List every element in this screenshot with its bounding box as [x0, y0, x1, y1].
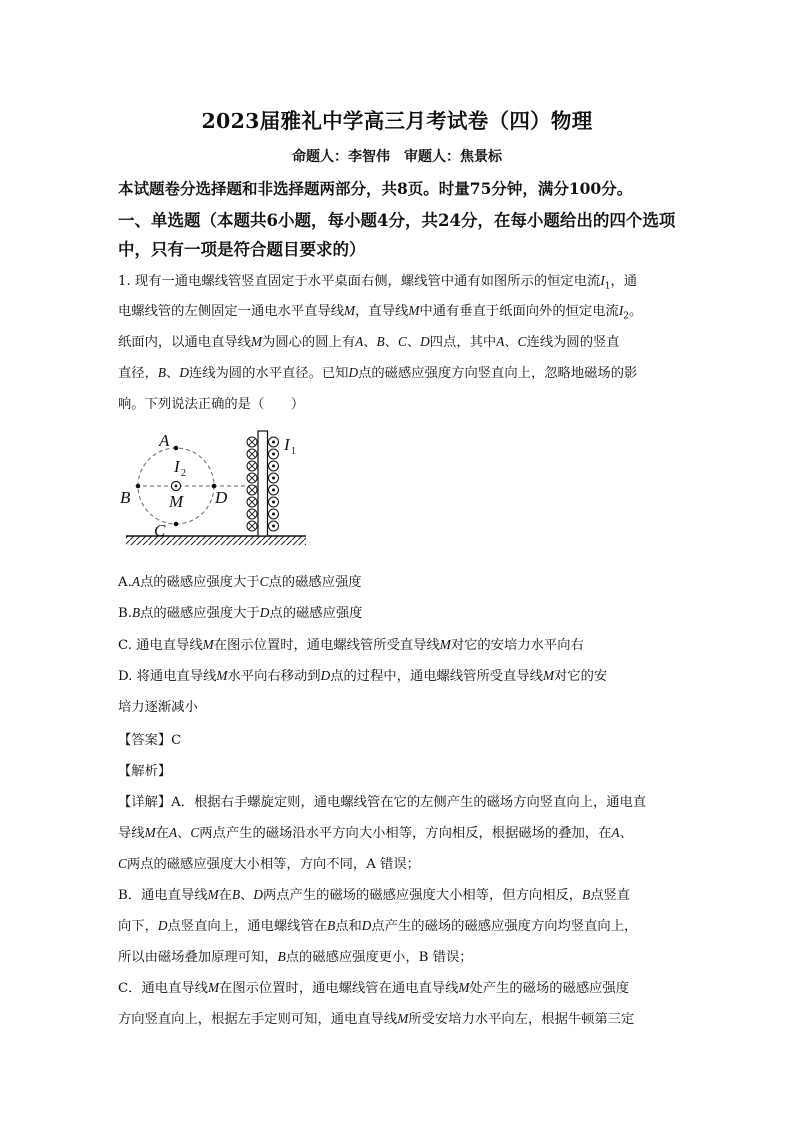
- var-D: D: [179, 365, 189, 380]
- option-B: [118, 602, 362, 621]
- question-text: ，直导线: [355, 304, 409, 319]
- explanation-text: 在图示位置时，通电螺线管在通电直导线: [219, 981, 459, 996]
- separator: 、: [177, 826, 191, 841]
- question-text: 电螺线管的左侧固定一通电水平直导线: [118, 304, 345, 319]
- table-surface-hatch: [126, 536, 306, 545]
- dot-symbol: [269, 461, 279, 471]
- separator: 、: [166, 366, 180, 381]
- figure-label-M: M: [169, 492, 184, 511]
- figure-label-C: C: [154, 521, 166, 540]
- option-text: 水平向右移动到: [227, 669, 321, 684]
- figure-label-D: D: [215, 488, 228, 507]
- question-text: ，通: [610, 274, 638, 289]
- var-M: M: [207, 887, 219, 902]
- var-M: M: [250, 334, 263, 349]
- var-I: I: [618, 303, 624, 318]
- option-C: [118, 634, 584, 653]
- figure-label-A: A: [159, 431, 170, 450]
- var-M: M: [144, 825, 156, 840]
- var-B: B: [132, 605, 141, 620]
- analysis-label: 【解析】: [118, 764, 172, 779]
- explanation-text: 处产生的磁场的磁感应强度: [469, 981, 630, 996]
- page-title: 2023届雅礼中学高三月考试卷（四）物理: [201, 109, 593, 133]
- figure-label-I1: I: [284, 435, 290, 454]
- subscript: 2: [623, 311, 630, 322]
- explanation-text: C．通电直导线: [118, 981, 208, 996]
- explanation-text: 两点产生的磁场沿水平方向大小相等，方向相反，根据磁场的叠加，在: [199, 826, 612, 841]
- separator: 、: [363, 335, 377, 350]
- option-D-line-2: 培力逐渐减小: [118, 700, 198, 715]
- var-D: D: [420, 334, 430, 349]
- question-text: 四点，其中: [429, 335, 497, 350]
- wire-M-dot: [175, 485, 178, 488]
- explanation-text: B．通电直导线: [118, 888, 208, 903]
- cross-symbol: [247, 473, 257, 483]
- explanation-text: 点和: [335, 919, 362, 934]
- question-text: 连线为圆的水平直径。已知: [188, 366, 349, 381]
- question-text: 直径，: [118, 366, 158, 381]
- solenoid-core: [258, 431, 268, 536]
- dot-symbol: [269, 437, 279, 447]
- section-heading-line-1: 一、单选题（本题共6小题，每小题4分，共24分，在每小题给出的四个选项: [118, 211, 676, 230]
- dot-symbol: [269, 497, 279, 507]
- var-B: B: [277, 949, 286, 964]
- option-text: 点的磁感应强度: [269, 606, 363, 621]
- option-text: 点的磁感应强度大于: [140, 606, 260, 621]
- var-B: B: [157, 365, 167, 380]
- var-M: M: [439, 637, 451, 652]
- var-B: B: [327, 918, 336, 933]
- question-line-3: [118, 331, 620, 350]
- question-line-2: [118, 300, 642, 322]
- var-M: M: [542, 668, 555, 683]
- var-M: M: [408, 303, 420, 318]
- var-B: B: [376, 334, 385, 349]
- explanation-line-7: [118, 977, 629, 996]
- cross-symbol: [247, 509, 257, 519]
- explanation-text: 点产生的磁场的磁感应强度方向均竖直向上，: [371, 919, 638, 934]
- explanation-text: 在: [155, 826, 169, 841]
- point-B: [136, 484, 141, 489]
- question-line-4: [118, 362, 637, 381]
- cross-symbol: [247, 497, 257, 507]
- option-prefix: A.: [118, 575, 132, 590]
- dot-symbol: [269, 473, 279, 483]
- figure-subscript-2: 2: [181, 468, 186, 479]
- question-line-1: [118, 270, 637, 292]
- explanation-line-8: [118, 1008, 634, 1027]
- explanation-text: 方向竖直向上，根据左手定则可知，通电直导线: [118, 1012, 398, 1027]
- option-D-line-1: [118, 665, 607, 684]
- question-text: 纸面内，以通电直导线: [118, 335, 251, 350]
- option-text: 对它的安培力水平向右: [450, 638, 584, 653]
- explanation-text: 点竖直: [590, 888, 631, 903]
- var-M: M: [202, 637, 214, 652]
- cross-symbol: [247, 461, 257, 471]
- question-line-5: 响。下列说法正确的是（ ）: [118, 397, 305, 412]
- var-D: D: [259, 605, 270, 620]
- separator: 、: [240, 888, 254, 903]
- var-C: C: [259, 574, 269, 589]
- option-text: 点的过程中，通电螺线管所受直导线: [330, 669, 543, 684]
- cross-symbol: [247, 521, 257, 531]
- var-M: M: [397, 1011, 409, 1026]
- explanation-line-4: [118, 884, 630, 903]
- explanation-text: 所以由磁场叠加原理可知，: [118, 950, 278, 965]
- answer-label: 【答案】C: [118, 733, 182, 748]
- physics-figure: [118, 426, 318, 550]
- dot-symbol: [269, 521, 279, 531]
- explanation-text: 导线: [118, 826, 145, 841]
- var-C: C: [397, 334, 407, 349]
- var-D: D: [320, 668, 331, 683]
- cross-symbol: [247, 449, 257, 459]
- option-prefix: B.: [118, 606, 132, 621]
- question-text: 为圆心的圆上有: [262, 335, 356, 350]
- var-A: A: [496, 334, 505, 349]
- subscript: 1: [604, 281, 611, 292]
- explanation-line-2: [118, 822, 633, 841]
- explanation-text: 在: [218, 888, 232, 903]
- separator: 、: [504, 335, 518, 350]
- explanation-text: 向下，: [118, 919, 158, 934]
- option-text: 点的磁感应强度: [268, 575, 362, 590]
- circuit-diagram: [118, 426, 318, 550]
- explanation-line-5: [118, 915, 637, 934]
- explanation-text: 点竖直向上，通电螺线管在: [167, 919, 328, 934]
- section-heading-line-2: 中，只有一项是符合题目要求的）: [118, 240, 366, 259]
- var-A: A: [131, 574, 140, 589]
- var-A: A: [611, 825, 620, 840]
- option-prefix: C. 通电直导线: [118, 638, 203, 653]
- var-C: C: [190, 825, 200, 840]
- question-text: 。: [629, 304, 643, 319]
- dot-symbol: [269, 485, 279, 495]
- var-M: M: [207, 980, 220, 995]
- separator: 、: [384, 335, 398, 350]
- cross-symbol: [247, 437, 257, 447]
- figure-label-I2: I: [174, 457, 180, 476]
- option-text: 点的磁感应强度大于: [139, 575, 260, 590]
- var-D: D: [361, 918, 372, 933]
- explanation-text: 点的磁感应强度更小，B 错误；: [285, 950, 473, 965]
- separator: 、: [406, 335, 421, 350]
- question-text: 现有一通电螺线管竖直固定于水平桌面右侧，螺线管中通有如图所示的恒定电流: [134, 274, 601, 289]
- var-D: D: [348, 365, 359, 380]
- figure-label-B: B: [120, 488, 131, 507]
- var-M: M: [458, 980, 470, 995]
- var-M: M: [216, 668, 228, 683]
- var-I: I: [600, 273, 605, 288]
- point-C: [174, 522, 179, 527]
- var-B: B: [231, 887, 241, 902]
- var-C: C: [517, 334, 527, 349]
- question-text: 连线为圆的竖直: [526, 335, 620, 350]
- solenoid-right-winding: [269, 437, 279, 531]
- cross-symbol: [247, 485, 257, 495]
- figure-subscript-1: 1: [291, 446, 296, 457]
- option-prefix: D. 将通电直导线: [118, 669, 217, 684]
- explanation-text: 两点的磁感应强度大小相等，方向不同，A 错误；: [126, 857, 420, 872]
- explanation-line-1: 【详解】A．根据右手螺旋定则，通电螺线管在它的左侧产生的磁场方向竖直向上，通电直: [118, 795, 647, 810]
- var-D: D: [253, 887, 263, 902]
- question-text: 点的磁感应强度方向竖直向上，忽略地磁场的影: [358, 366, 638, 381]
- explanation-text: 所受安培力水平向左，根据牛顿第三定: [408, 1012, 635, 1027]
- question-text: 中通有垂直于纸面向外的恒定电流: [419, 304, 619, 319]
- explanation-line-6: [118, 946, 473, 965]
- explanation-text: 两点产生的磁场的磁感应强度大小相等，但方向相反，: [262, 888, 583, 903]
- var-B: B: [582, 887, 591, 902]
- exam-intro: 本试题卷分选择题和非选择题两部分，共8页。时量75分钟，满分100分。: [118, 179, 633, 198]
- point-A: [174, 446, 179, 451]
- separator: 、: [619, 826, 633, 841]
- dot-symbol: [269, 449, 279, 459]
- var-D: D: [157, 918, 168, 933]
- author-line: 命题人：李智伟 审题人：焦景标: [292, 149, 502, 165]
- option-text: 在图示位置时，通电螺线管所受直导线: [213, 638, 440, 653]
- explanation-line-3: [118, 853, 420, 872]
- dot-symbol: [269, 509, 279, 519]
- var-A: A: [355, 334, 364, 349]
- var-A: A: [168, 825, 178, 840]
- var-M: M: [344, 303, 356, 318]
- var-C: C: [118, 856, 127, 871]
- option-A: [118, 571, 362, 590]
- solenoid-left-winding: [247, 437, 257, 531]
- question-number: 1.: [118, 274, 131, 289]
- option-text: 对它的安: [554, 669, 608, 684]
